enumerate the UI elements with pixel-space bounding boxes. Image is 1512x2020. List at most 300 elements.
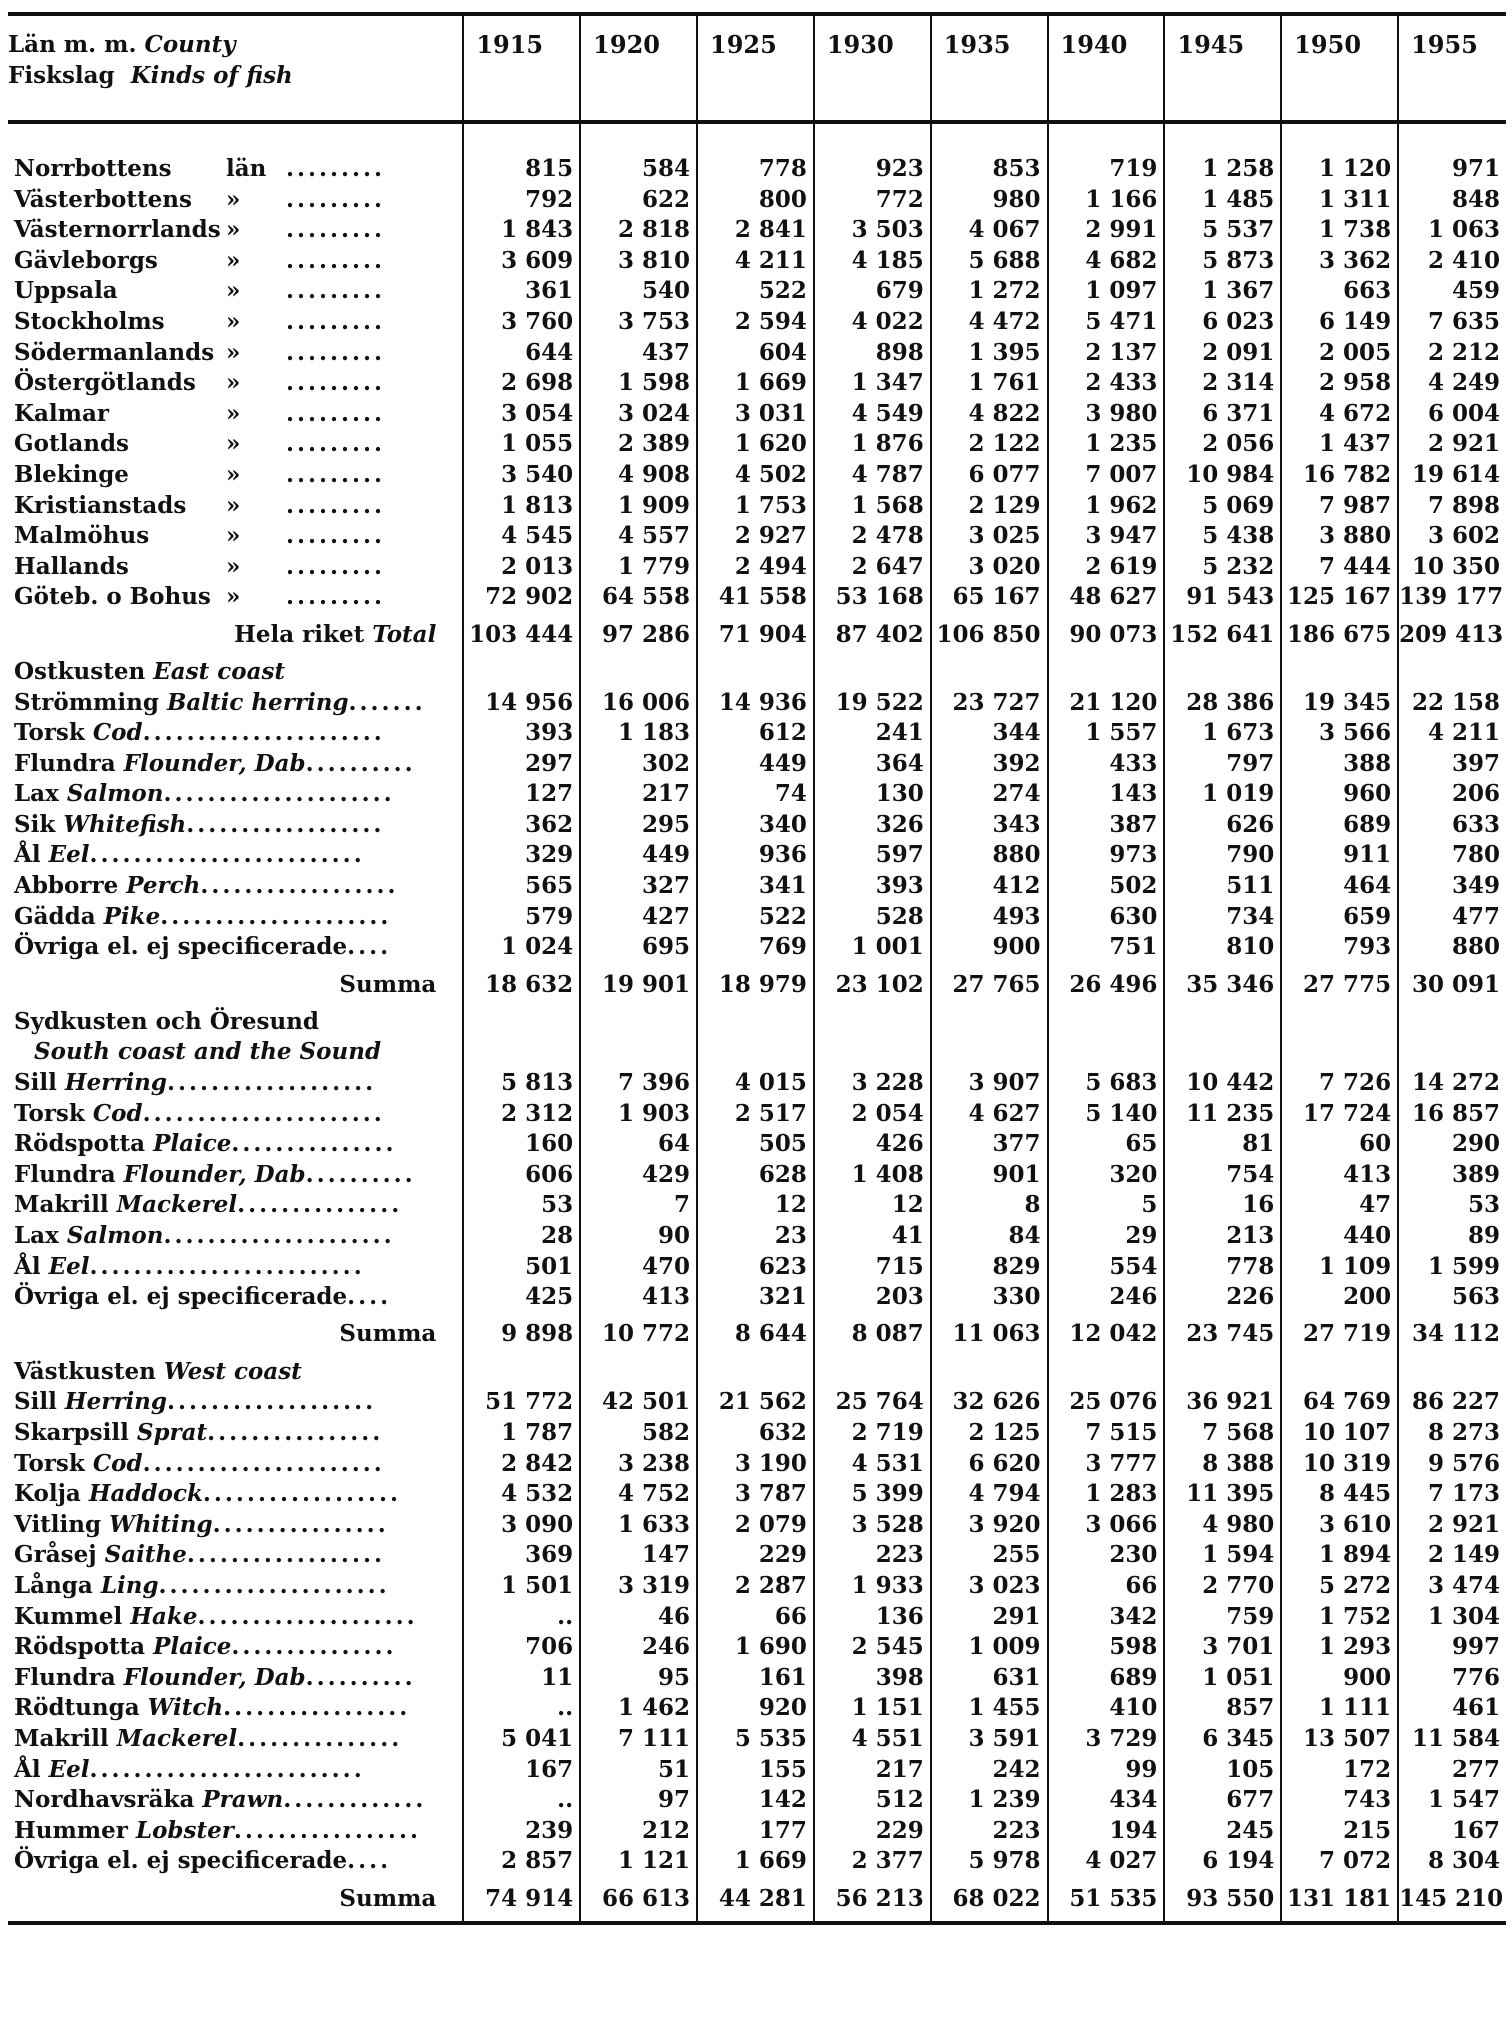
value-cell: 194	[1048, 1816, 1165, 1847]
value-cell: 229	[814, 1816, 931, 1847]
fish-name-en: Perch	[126, 872, 201, 900]
value-cell: 413	[1281, 1160, 1398, 1191]
value-cell: 131 181	[1281, 1877, 1398, 1923]
value-cell: 2 991	[1048, 215, 1165, 246]
fish-name-en: Eel	[48, 841, 90, 869]
value-cell: 5 873	[1164, 246, 1281, 277]
value-cell: 505	[697, 1129, 814, 1160]
value-cell: 4 545	[463, 521, 580, 552]
value-cell: 663	[1281, 276, 1398, 307]
fish-name-en: Plaice	[153, 1130, 232, 1158]
leader-dots: .........	[286, 338, 386, 366]
fish-row	[8, 932, 1506, 963]
county-name: Göteb. o Bohus	[14, 583, 211, 611]
value-cell: 72 902	[463, 582, 580, 613]
value-cell: 1 669	[697, 368, 814, 399]
value-cell: 341	[697, 871, 814, 902]
leader-dots: .........	[286, 583, 386, 611]
value-cell: 23 102	[814, 963, 931, 1007]
value-cell: 4 980	[1164, 1510, 1281, 1541]
fish-row	[8, 1160, 1506, 1191]
value-cell: 623	[697, 1252, 814, 1283]
value-cell: 2 137	[1048, 338, 1165, 369]
value-cell: 8 087	[814, 1313, 931, 1357]
value-cell: 2 056	[1164, 429, 1281, 460]
value-cell: 5 069	[1164, 491, 1281, 522]
empty-cell	[697, 1007, 814, 1038]
value-cell: 152 641	[1164, 613, 1281, 657]
year-header: 1945	[1164, 14, 1281, 122]
fish-label	[8, 718, 463, 749]
value-cell: 4 022	[814, 307, 931, 338]
value-cell: 449	[697, 749, 814, 780]
value-cell: 245	[1164, 1816, 1281, 1847]
empty-cell	[1048, 1007, 1165, 1038]
value-cell: 6 004	[1398, 399, 1506, 430]
empty-cell	[1048, 122, 1165, 154]
value-cell: 901	[931, 1160, 1048, 1191]
value-cell: 3 609	[463, 246, 580, 277]
value-cell: 30 091	[1398, 963, 1506, 1007]
value-cell: 16 857	[1398, 1099, 1506, 1130]
value-cell: 223	[931, 1816, 1048, 1847]
fish-label	[8, 779, 463, 810]
fish-row	[8, 1252, 1506, 1283]
value-cell: 66	[1048, 1571, 1165, 1602]
leader-dots: .........	[286, 277, 386, 305]
value-cell: 1 304	[1398, 1602, 1506, 1633]
value-cell: 2 005	[1281, 338, 1398, 369]
value-cell: 3 540	[463, 460, 580, 491]
value-cell: 10 772	[580, 1313, 697, 1357]
value-cell: 2 841	[697, 215, 814, 246]
value-cell: 4 752	[580, 1479, 697, 1510]
fish-row	[8, 1510, 1506, 1541]
value-cell: 7 072	[1281, 1846, 1398, 1877]
fish-row	[8, 1190, 1506, 1221]
county-label	[8, 154, 463, 185]
value-cell: 2 389	[580, 429, 697, 460]
fish-name-en: Lobster	[135, 1816, 234, 1844]
empty-cell	[1398, 1037, 1506, 1068]
value-cell: 5 399	[814, 1479, 931, 1510]
value-cell: 217	[814, 1755, 931, 1786]
value-cell: 1 120	[1281, 154, 1398, 185]
value-cell: 27 765	[931, 963, 1048, 1007]
value-cell: 246	[580, 1632, 697, 1663]
value-cell: 2 921	[1398, 429, 1506, 460]
value-cell: 3 024	[580, 399, 697, 430]
value-cell: 18 979	[697, 963, 814, 1007]
value-cell: 923	[814, 154, 931, 185]
value-cell: 11	[463, 1663, 580, 1694]
section-title	[8, 1007, 463, 1038]
leader-dots: ..................	[186, 810, 385, 838]
empty-cell	[463, 122, 580, 154]
value-cell: 21 562	[697, 1387, 814, 1418]
value-cell: 554	[1048, 1252, 1165, 1283]
leader-dots: ..........	[305, 1160, 416, 1188]
fish-name-en: Mackerel	[116, 1191, 238, 1219]
value-cell: 11 584	[1398, 1724, 1506, 1755]
value-cell: 410	[1048, 1693, 1165, 1724]
value-cell: 291	[931, 1602, 1048, 1633]
value-cell: 1 055	[463, 429, 580, 460]
empty-cell	[1164, 122, 1281, 154]
empty-cell	[931, 1037, 1048, 1068]
county-name: Uppsala	[14, 277, 118, 305]
value-cell: 65	[1048, 1129, 1165, 1160]
empty-cell	[580, 122, 697, 154]
value-cell: 1 367	[1164, 276, 1281, 307]
value-cell: 93 550	[1164, 1877, 1281, 1923]
fish-name-sv: Rödspotta	[14, 1633, 146, 1661]
value-cell: 343	[931, 810, 1048, 841]
year-header: 1940	[1048, 14, 1165, 122]
leader-dots: .........	[286, 246, 386, 274]
value-cell: 13 507	[1281, 1724, 1398, 1755]
fish-label	[8, 1724, 463, 1755]
value-cell: 99	[1048, 1755, 1165, 1786]
fish-name-sv: Sill	[14, 1069, 57, 1097]
leader-dots: .................	[233, 1816, 421, 1844]
fish-label	[8, 1571, 463, 1602]
value-cell: 2 958	[1281, 368, 1398, 399]
value-cell: 14 956	[463, 688, 580, 719]
value-cell: 274	[931, 779, 1048, 810]
fish-row	[8, 1785, 1506, 1816]
fish-row	[8, 1479, 1506, 1510]
fish-label	[8, 1602, 463, 1633]
value-cell: 161	[697, 1663, 814, 1694]
value-cell: 597	[814, 840, 931, 871]
value-cell: 53	[1398, 1190, 1506, 1221]
value-cell: 255	[931, 1540, 1048, 1571]
empty-cell	[1281, 657, 1398, 688]
county-row	[8, 276, 1506, 307]
value-cell: 3 777	[1048, 1449, 1165, 1480]
value-cell: 706	[463, 1632, 580, 1663]
value-cell: 1 183	[580, 718, 697, 749]
fish-name-sv: Kummel	[14, 1602, 123, 1630]
value-cell: 427	[580, 902, 697, 933]
value-cell: 105	[1164, 1755, 1281, 1786]
county-row	[8, 215, 1506, 246]
value-cell: 815	[463, 154, 580, 185]
value-cell: 7 987	[1281, 491, 1398, 522]
value-cell: 3 760	[463, 307, 580, 338]
value-cell: 64	[580, 1129, 697, 1160]
value-cell: 853	[931, 154, 1048, 185]
fish-row	[8, 1663, 1506, 1694]
empty-cell	[1281, 1357, 1398, 1388]
fish-name-sv: Gråsej	[14, 1541, 97, 1569]
county-name: Stockholms	[14, 307, 165, 335]
value-cell: 434	[1048, 1785, 1165, 1816]
value-cell: 4 551	[814, 1724, 931, 1755]
value-cell: 1 598	[580, 368, 697, 399]
value-cell: 10 350	[1398, 552, 1506, 583]
county-name: Västernorrlands	[14, 216, 221, 244]
value-cell: 1 462	[580, 1693, 697, 1724]
value-cell: 433	[1048, 749, 1165, 780]
value-cell: 213	[1164, 1221, 1281, 1252]
value-cell: 563	[1398, 1282, 1506, 1313]
year-header: 1925	[697, 14, 814, 122]
value-cell: 2 125	[931, 1418, 1048, 1449]
value-cell: 364	[814, 749, 931, 780]
county-suffix: »	[226, 522, 241, 550]
section-title-sv: Ostkusten	[14, 657, 146, 685]
value-cell: 4 532	[463, 1479, 580, 1510]
value-cell: 792	[463, 185, 580, 216]
value-cell: 5 688	[931, 246, 1048, 277]
value-cell: 125 167	[1281, 582, 1398, 613]
county-row	[8, 185, 1506, 216]
value-cell: 1 024	[463, 932, 580, 963]
value-cell: 4 211	[697, 246, 814, 277]
fish-row	[8, 1571, 1506, 1602]
value-cell: 880	[931, 840, 1048, 871]
leader-dots: ...............	[237, 1191, 403, 1219]
value-cell: 3 602	[1398, 521, 1506, 552]
value-cell: 598	[1048, 1632, 1165, 1663]
value-cell: 4 472	[931, 307, 1048, 338]
value-cell: 295	[580, 810, 697, 841]
empty-cell	[814, 657, 931, 688]
value-cell: 1 239	[931, 1785, 1048, 1816]
value-cell: 632	[697, 1418, 814, 1449]
value-cell: 1 235	[1048, 429, 1165, 460]
value-cell: 1 894	[1281, 1540, 1398, 1571]
county-row	[8, 399, 1506, 430]
empty-cell	[1281, 1037, 1398, 1068]
county-label	[8, 215, 463, 246]
value-cell: 612	[697, 718, 814, 749]
value-cell: 754	[1164, 1160, 1281, 1191]
county-name: Östergötlands	[14, 369, 196, 397]
value-cell: 60	[1281, 1129, 1398, 1160]
value-cell: 388	[1281, 749, 1398, 780]
value-cell: 493	[931, 902, 1048, 933]
value-cell: 2 770	[1164, 1571, 1281, 1602]
value-cell: 4 027	[1048, 1846, 1165, 1877]
value-cell: 11 395	[1164, 1479, 1281, 1510]
county-row	[8, 521, 1506, 552]
value-cell: 21 120	[1048, 688, 1165, 719]
value-cell: 5 272	[1281, 1571, 1398, 1602]
value-cell: 53 168	[814, 582, 931, 613]
empty-cell	[580, 1357, 697, 1388]
value-cell: 659	[1281, 902, 1398, 933]
section-total-row	[8, 1877, 1506, 1923]
fish-name-en: Salmon	[66, 1222, 164, 1249]
empty-cell	[697, 122, 814, 154]
value-cell: 223	[814, 1540, 931, 1571]
county-suffix: »	[226, 307, 241, 335]
section-title-sv: Västkusten	[14, 1357, 156, 1385]
fish-row	[8, 1387, 1506, 1418]
leader-dots: ..................	[202, 1480, 402, 1508]
county-suffix: »	[226, 399, 241, 427]
value-cell: 25 764	[814, 1387, 931, 1418]
value-cell: 1 347	[814, 368, 931, 399]
value-cell: 449	[580, 840, 697, 871]
value-cell: 715	[814, 1252, 931, 1283]
section-total-row	[8, 1313, 1506, 1357]
value-cell: 565	[463, 871, 580, 902]
value-cell: 2 079	[697, 1510, 814, 1541]
value-cell: 4 249	[1398, 368, 1506, 399]
value-cell: 1 547	[1398, 1785, 1506, 1816]
value-cell: 106 850	[931, 613, 1048, 657]
value-cell: 1 272	[931, 276, 1048, 307]
section-total-row	[8, 963, 1506, 1007]
fish-row	[8, 718, 1506, 749]
county-name: Gotlands	[14, 430, 129, 458]
value-cell: 2 842	[463, 1449, 580, 1480]
summa-label: Summa	[339, 1884, 437, 1912]
fish-name-en: Cod	[92, 1449, 143, 1477]
value-cell: 734	[1164, 902, 1281, 933]
section-title-en: West coast	[163, 1357, 302, 1385]
year-header: 1920	[580, 14, 697, 122]
value-cell: 19 901	[580, 963, 697, 1007]
value-cell: 4 502	[697, 460, 814, 491]
value-cell: 143	[1048, 779, 1165, 810]
value-cell: 1 009	[931, 1632, 1048, 1663]
value-cell: 277	[1398, 1755, 1506, 1786]
fish-name-en: Salmon	[66, 780, 164, 808]
spacer-row	[8, 122, 1506, 154]
county-label	[8, 521, 463, 552]
leader-dots: .........	[286, 185, 386, 213]
value-cell: 74 914	[463, 1877, 580, 1923]
value-cell: ..	[463, 1785, 580, 1816]
header-label-cell	[8, 14, 463, 122]
value-cell: 900	[1281, 1663, 1398, 1694]
fish-name-sv: Nordhavsräka	[14, 1786, 195, 1814]
fish-name-en: Prawn	[202, 1786, 284, 1814]
value-cell: 2 921	[1398, 1510, 1506, 1541]
section-subtitle	[8, 1037, 463, 1068]
value-cell: 7 635	[1398, 307, 1506, 338]
value-cell: 302	[580, 749, 697, 780]
value-cell: 4 908	[580, 460, 697, 491]
summa-label: Summa	[339, 970, 437, 998]
value-cell: 46	[580, 1602, 697, 1633]
value-cell: 177	[697, 1816, 814, 1847]
year-header: 1930	[814, 14, 931, 122]
fish-row	[8, 1129, 1506, 1160]
value-cell: 1 283	[1048, 1479, 1165, 1510]
leader-dots: ....................	[197, 1602, 418, 1630]
fish-name-en: Cod	[92, 719, 143, 747]
fish-name-en: Eel	[48, 1252, 90, 1280]
county-suffix: »	[226, 491, 241, 519]
fish-name-sv: Ål	[14, 1252, 41, 1280]
leader-dots: ....	[347, 1283, 392, 1311]
value-cell: 16	[1164, 1190, 1281, 1221]
value-cell: 9 576	[1398, 1449, 1506, 1480]
leader-dots: .........	[286, 460, 386, 488]
fish-label	[8, 1099, 463, 1130]
value-cell: 2 619	[1048, 552, 1165, 583]
fish-name-en: Ling	[100, 1571, 159, 1599]
value-cell: 136	[814, 1602, 931, 1633]
fish-name-sv: Kolja	[14, 1480, 81, 1508]
value-cell: 8 388	[1164, 1449, 1281, 1480]
fish-label	[8, 1755, 463, 1786]
fish-row	[8, 1816, 1506, 1847]
leader-dots: .....................	[163, 1222, 395, 1249]
value-cell: 362	[463, 810, 580, 841]
fish-label	[8, 871, 463, 902]
value-cell: 1 455	[931, 1693, 1048, 1724]
empty-cell	[814, 1007, 931, 1038]
value-cell: 797	[1164, 749, 1281, 780]
value-cell: 437	[580, 338, 697, 369]
grand-total-row	[8, 613, 1506, 657]
value-cell: 1 738	[1281, 215, 1398, 246]
value-cell: 3 054	[463, 399, 580, 430]
leader-dots: ....	[347, 933, 392, 961]
value-cell: 17 724	[1281, 1099, 1398, 1130]
empty-cell	[1164, 1357, 1281, 1388]
fish-label	[8, 1068, 463, 1099]
fish-label	[8, 1387, 463, 1418]
fish-row	[8, 1221, 1506, 1252]
value-cell: 26 496	[1048, 963, 1165, 1007]
fish-name-en: Flounder, Dab	[123, 1663, 306, 1691]
value-cell: 5 978	[931, 1846, 1048, 1877]
value-cell: 239	[463, 1816, 580, 1847]
value-cell: 51 772	[463, 1387, 580, 1418]
value-cell: 342	[1048, 1602, 1165, 1633]
value-cell: 23 745	[1164, 1313, 1281, 1357]
county-label	[8, 338, 463, 369]
fish-label	[8, 1252, 463, 1283]
fish-label	[8, 1418, 463, 1449]
value-cell: 522	[697, 902, 814, 933]
value-cell: 23 727	[931, 688, 1048, 719]
fish-row	[8, 902, 1506, 933]
value-cell: 242	[931, 1755, 1048, 1786]
fish-label	[8, 1816, 463, 1847]
value-cell: 6 149	[1281, 307, 1398, 338]
value-cell: ..	[463, 1693, 580, 1724]
fish-row	[8, 871, 1506, 902]
value-cell: 5 140	[1048, 1099, 1165, 1130]
value-cell: 4 185	[814, 246, 931, 277]
value-cell: 22 158	[1398, 688, 1506, 719]
fish-label	[8, 1846, 463, 1877]
value-cell: 848	[1398, 185, 1506, 216]
value-cell: 34 112	[1398, 1313, 1506, 1357]
value-cell: 1 568	[814, 491, 931, 522]
leader-dots: ......................	[142, 719, 385, 747]
value-cell: 4 015	[697, 1068, 814, 1099]
value-cell: 1 121	[580, 1846, 697, 1877]
value-cell: 32 626	[931, 1387, 1048, 1418]
value-cell: 1 501	[463, 1571, 580, 1602]
county-label	[8, 582, 463, 613]
value-cell: 778	[697, 154, 814, 185]
value-cell: 4 549	[814, 399, 931, 430]
value-cell: 980	[931, 185, 1048, 216]
value-cell: 86 227	[1398, 1387, 1506, 1418]
value-cell: 19 522	[814, 688, 931, 719]
